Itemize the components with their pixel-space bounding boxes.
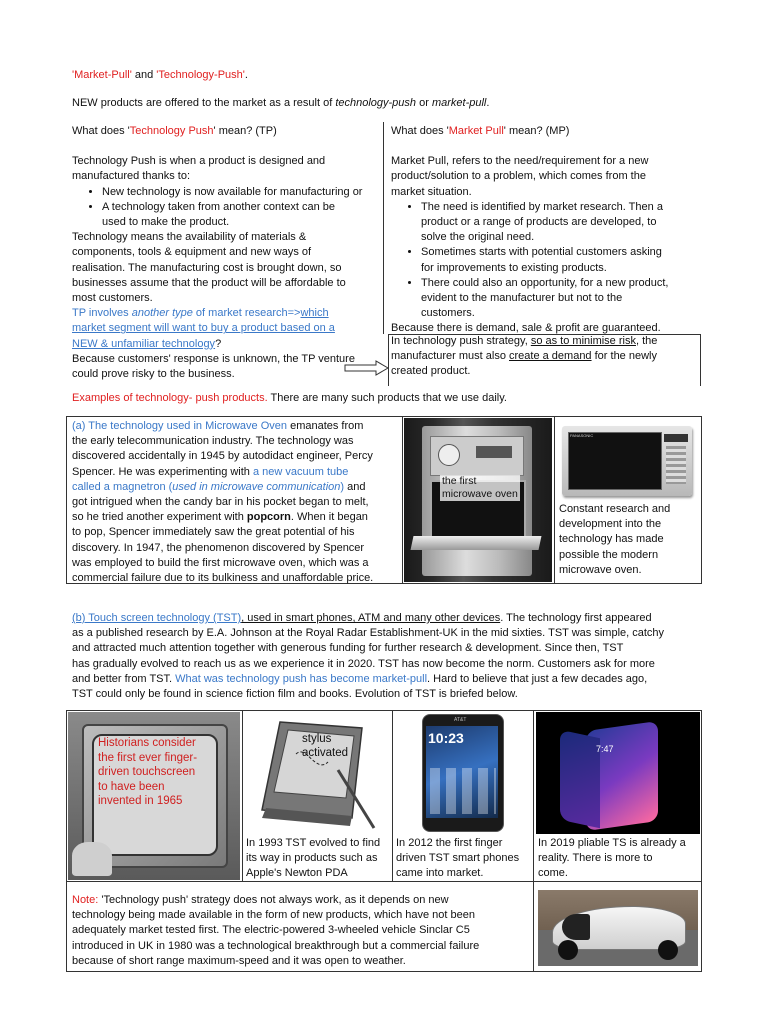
caption-line: Apple's Newton PDA	[246, 867, 348, 880]
modern-microwave-photo: PANASONIC	[560, 420, 696, 500]
mp-heading: What does 'Market Pull' mean? (MP)	[391, 125, 570, 137]
tp-heading: What does 'Technology Push' mean? (TP)	[72, 125, 277, 137]
tp-definition-2: manufactured thanks to:	[72, 170, 191, 183]
intro-text: NEW products are offered to the market as a result of technology-push or market-pull.	[72, 97, 490, 109]
note-line: introduced in UK in 1980 was a technological breakthrough but a commercial failure	[72, 939, 480, 952]
mw-line: the early telecommunication industry. The technology was	[72, 435, 354, 448]
tst-line: has gradually evolved to reach us as we experience it in 2020. TST has now become the norm. Customers ask for more	[72, 657, 655, 670]
caption-line: its way in products such as	[246, 852, 378, 865]
first-touchscreen-overlay: Historians consider the first ever finger- driven touchscreen to have been invented in 1965	[98, 737, 198, 807]
mp-bullet-list	[391, 200, 696, 322]
mp-def-line: Market Pull, refers to the need/requirement for a new	[391, 155, 649, 168]
smartphone-photo	[418, 714, 508, 832]
title-market-pull: 'Market-Pull'	[72, 69, 132, 81]
mw-line: (a) The technology used in Microwave Oven emanates from	[72, 420, 364, 432]
note-divider	[533, 882, 534, 972]
examples-heading: Examples of technology- push products. There are many such products that we use daily.	[72, 392, 507, 404]
mw-line: discovered accidentally in 1945 by autodidact engineer, Percy	[72, 450, 373, 463]
tp-para-line: realisation. The manufacturing cost is brought down, so	[72, 261, 342, 274]
mp-demand: Because there is demand, sale & profit are guaranteed.	[391, 322, 661, 335]
tp-column	[72, 124, 382, 382]
mp-def-line: market situation.	[391, 185, 472, 198]
note-line: adequately market tested first. The electric-powered 3-wheeled vehicle Sinclar C5	[72, 924, 470, 937]
strategy-box	[391, 334, 696, 380]
mw-line: commercial failure due to its bulkiness and unaffordable price.	[72, 572, 374, 585]
arrow-right-icon	[344, 360, 390, 376]
column-divider	[383, 122, 384, 334]
first-microwave-label: the first microwave oven	[442, 475, 518, 500]
caption-line: Constant research and	[559, 503, 671, 515]
mp-bullet: • There could also an opportunity, for a new product, evident to the manufacturer but not to the customers.	[421, 276, 696, 322]
tp-risk-2: could prove risky to the business.	[72, 368, 235, 381]
microwave-divider-1	[402, 416, 403, 584]
caption-line: came into market.	[396, 867, 484, 880]
mw-line: to pop, Spencer immediately saw the great potential of his	[72, 526, 355, 539]
caption-line: development into the	[559, 518, 662, 531]
tp-para-line: businesses assume that the product will be affordable to	[72, 276, 346, 289]
tp-para-line: most customers.	[72, 292, 153, 305]
foldable-time: 7:47	[596, 744, 614, 754]
mp-column	[391, 124, 696, 337]
tst-line: as a published research by E.A. Johnson at the Royal Radar Establishment-UK in the mid sixties. TST was simple, catchy	[72, 627, 665, 640]
strategy-box-right	[700, 334, 701, 386]
strategy-line-1: In technology push strategy, so as to minimise risk, the	[391, 335, 658, 347]
tst-line: and better from TST. What was technology push has become market-pull. Hard to believe that just a few decades ago,	[72, 672, 648, 685]
mw-line: got intrigued when the candy bar in his pocket began to melt,	[72, 496, 369, 509]
tp-market-research-3: NEW & unfamiliar technology?	[72, 337, 222, 350]
mp-def-line: product/solution to a problem, which comes from the	[391, 170, 646, 183]
tp-bullet-list	[72, 185, 382, 231]
caption-line: In 1993 TST evolved to find	[246, 837, 381, 849]
note-line: technology being made available in the form of new products, which have not been	[72, 909, 475, 922]
smartphone-caption	[396, 836, 532, 882]
note-line: Note: 'Technology push' strategy does not always work, as it depends on new	[72, 894, 449, 906]
tp-bullet: • A technology taken from another context can be used to make the product.	[102, 200, 382, 230]
phone-time: 10:23	[428, 730, 464, 746]
caption-line: In 2012 the first finger	[396, 837, 503, 849]
tp-para-line: components, tools & equipment and new ways of	[72, 246, 312, 259]
mw-line: was employed to build the first microwave oven, which was a	[72, 556, 369, 569]
mp-bullet: • Sometimes starts with potential customers asking for improvements to existing products.	[421, 245, 696, 275]
sinclair-c5-photo	[538, 890, 698, 966]
caption-line: In 2019 pliable TS is already a	[538, 837, 686, 849]
caption-line: reality. There is more to	[538, 852, 653, 865]
tp-risk-1: Because customers' response is unknown, the TP venture	[72, 352, 355, 365]
tst-line: (b) Touch screen technology (TST), used in smart phones, ATM and many other devices. The technology first appeared	[72, 612, 652, 624]
gallery-divider-1	[242, 710, 243, 882]
caption-line: come.	[538, 867, 568, 880]
tst-line: TST could only be found in science fiction film and books. Evolution of TST is briefed below.	[72, 688, 518, 701]
phone-brand: AT&T	[454, 717, 467, 723]
caption-line: microwave oven.	[559, 563, 642, 576]
gallery-divider-3	[533, 710, 534, 882]
caption-line: driven TST smart phones	[396, 852, 520, 865]
tp-para-line: Technology means the availability of materials &	[72, 231, 307, 244]
microwave-text	[72, 419, 402, 586]
tp-bullet: • New technology is now available for manufacturing or	[102, 185, 382, 200]
tp-definition-1: Technology Push is when a product is designed and	[72, 155, 326, 168]
tp-market-research-2: market segment will want to buy a product based on a	[72, 322, 335, 335]
note-line: because of short range maximum-speed and it was open to weather.	[72, 954, 406, 967]
title-technology-push: 'Technology-Push'	[156, 69, 245, 81]
mp-bullet: • The need is identified by market research. Then a product or a range of products are developed, to solve the original need.	[421, 200, 696, 246]
caption-line: possible the modern	[559, 548, 659, 561]
mw-line: discovery. In 1947, the phenomenon discovered by Spencer	[72, 541, 365, 554]
gallery-divider-2	[392, 710, 393, 882]
tp-market-research: TP involves another type of market research=>which	[72, 307, 329, 320]
strategy-line-3: created product.	[391, 365, 471, 378]
mw-line: so he tried another experiment with popcorn. When it began	[72, 511, 368, 524]
mw-line: Spencer. He was experimenting with a new vacuum tube	[72, 465, 349, 478]
modern-microwave-caption	[559, 502, 701, 578]
touchscreen-text	[72, 611, 712, 702]
newton-caption	[246, 836, 392, 882]
stylus-label: stylus activated	[302, 733, 349, 759]
newton-pda-photo	[246, 714, 388, 834]
foldable-phone-photo	[536, 712, 700, 834]
first-microwave-photo	[404, 418, 552, 582]
tst-line: and attracted much attention together with generous funding for further research & development. Since then, TST	[72, 642, 624, 655]
first-touchscreen-photo	[68, 712, 240, 880]
microwave-divider-2	[554, 416, 555, 584]
foldable-caption	[538, 836, 700, 882]
mw-line: called a magnetron (used in microwave communication) and	[72, 480, 366, 493]
page-title: 'Market-Pull' and 'Technology-Push'.	[72, 69, 248, 81]
note-text	[72, 893, 532, 969]
caption-line: technology has made	[559, 533, 664, 546]
strategy-line-2: manufacturer must also create a demand for the newly	[391, 350, 657, 363]
